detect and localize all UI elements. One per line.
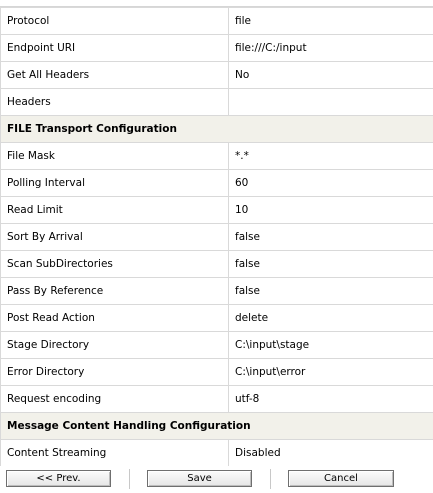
table-row [1,197,433,224]
table-row [1,440,433,467]
property-label: File Mask [1,143,229,170]
button-separator [270,469,271,489]
property-label: Polling Interval [1,170,229,197]
cancel-button[interactable]: Cancel [288,470,394,487]
property-label: Post Read Action [1,305,229,332]
section-header-file-transport [1,116,433,143]
table-row [1,170,433,197]
property-label: Headers [1,89,229,116]
top-strip [0,0,433,7]
save-button[interactable]: Save [147,470,252,487]
property-value: file [229,8,433,35]
property-value: Disabled [229,440,433,467]
table-row [1,35,433,62]
table-row [1,278,433,305]
property-label: Protocol [1,8,229,35]
property-value: utf-8 [229,386,433,413]
property-value: file:///C:/input [229,35,433,62]
table-row [1,332,433,359]
property-label: Error Directory [1,359,229,386]
property-value: 60 [229,170,433,197]
table-row [1,62,433,89]
property-value [229,89,433,116]
table-row [1,8,433,35]
table-row [1,89,433,116]
property-label: Get All Headers [1,62,229,89]
table-row [1,359,433,386]
property-value: No [229,62,433,89]
property-value: 10 [229,197,433,224]
section-title: Message Content Handling Configuration [1,413,433,440]
property-label: Scan SubDirectories [1,251,229,278]
table-row [1,143,433,170]
property-label: Pass By Reference [1,278,229,305]
table-row [1,305,433,332]
property-value: false [229,224,433,251]
button-separator [129,469,130,489]
property-label: Sort By Arrival [1,224,229,251]
table-row [1,224,433,251]
prev-button[interactable]: << Prev. [6,470,111,487]
property-value: C:\input\error [229,359,433,386]
property-label: Stage Directory [1,332,229,359]
table-row [1,251,433,278]
configuration-summary-table [0,7,433,467]
property-value: *.* [229,143,433,170]
button-bar [0,466,433,493]
property-value: C:\input\stage [229,332,433,359]
property-label: Read Limit [1,197,229,224]
property-value: false [229,278,433,305]
property-label: Endpoint URI [1,35,229,62]
property-value: delete [229,305,433,332]
property-label: Content Streaming [1,440,229,467]
section-header-message-content [1,413,433,440]
section-title: FILE Transport Configuration [1,116,433,143]
property-value: false [229,251,433,278]
property-label: Request encoding [1,386,229,413]
table-row [1,386,433,413]
